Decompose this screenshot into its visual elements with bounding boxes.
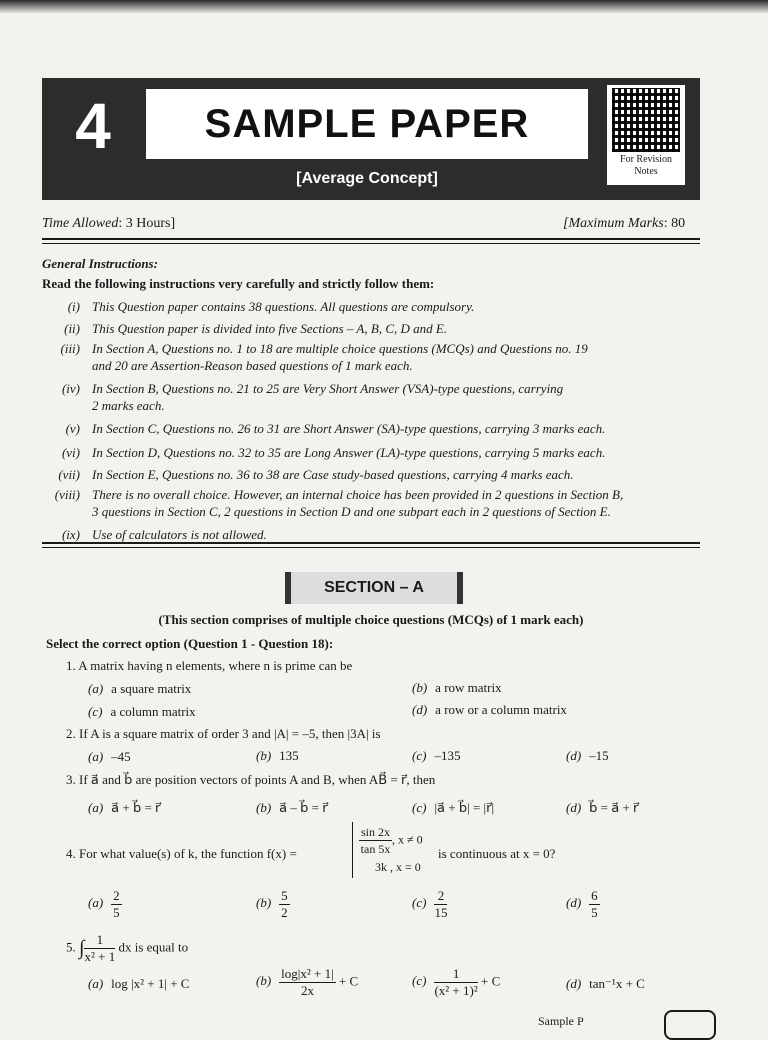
instruction-line: In Section E, Questions no. 36 to 38 are Case study-based questions, carrying 4 marks each. xyxy=(92,467,574,482)
piece-1 xyxy=(359,824,423,857)
instruction-text xyxy=(92,444,702,461)
paper-number: 4 xyxy=(75,90,111,162)
option-label: (d) xyxy=(566,976,582,991)
fraction xyxy=(434,888,447,921)
option-text: a row or a column matrix xyxy=(435,702,567,717)
instruction-number: (i) xyxy=(67,299,80,314)
question-number: 5. xyxy=(66,939,76,955)
question-text: For what value(s) of k, the function f(x) = xyxy=(79,846,297,861)
time-label: Time Allowed xyxy=(42,216,119,231)
option-1a[interactable] xyxy=(88,681,191,697)
option-5a[interactable] xyxy=(88,976,189,992)
option-2c[interactable] xyxy=(412,748,460,764)
denominator: tan 5x xyxy=(360,842,391,856)
option-label: (b) xyxy=(256,748,272,763)
option-text: log |x² + 1| + C xyxy=(111,976,190,991)
option-tail: + C xyxy=(480,973,501,989)
option-text: –45 xyxy=(111,749,131,764)
instruction-number: (iii) xyxy=(60,341,80,356)
option-label: (c) xyxy=(412,748,427,763)
qr-label xyxy=(606,154,686,178)
fraction xyxy=(279,966,336,999)
option-label: (a) xyxy=(88,681,104,696)
question-1 xyxy=(66,658,352,674)
option-3d[interactable] xyxy=(566,800,638,816)
instruction-line: In Section C, Questions no. 26 to 31 are Short Answer (SA)-type questions, carrying 3 marks each. xyxy=(92,421,606,436)
denominator: 5 xyxy=(591,905,598,920)
numerator: 2 xyxy=(113,888,120,903)
option-text: |a⃗ + b⃗| = |r⃗| xyxy=(434,800,495,815)
instruction-text xyxy=(92,420,702,437)
instructions-read-line: Read the following instructions very carefully and strictly follow them: xyxy=(42,276,435,291)
option-2a[interactable] xyxy=(88,749,131,765)
divider xyxy=(42,238,700,240)
fraction xyxy=(84,932,115,965)
option-label: (c) xyxy=(88,704,103,719)
option-label: (b) xyxy=(256,800,272,815)
instruction-line: In Section B, Questions no. 21 to 25 are Very Short Answer (VSA)-type questions, carrying xyxy=(92,381,564,396)
option-label: (b) xyxy=(256,895,272,911)
instruction-number: (ix) xyxy=(61,527,80,542)
option-label: (c) xyxy=(412,895,427,911)
option-3a[interactable] xyxy=(88,800,160,816)
piece-condition: , x ≠ 0 xyxy=(392,832,423,847)
option-text: a⃗ + b⃗ = r⃗ xyxy=(111,800,161,815)
instruction-line: This Question paper contains 38 questions. All questions are compulsory. xyxy=(92,299,475,314)
instruction-number: (iv) xyxy=(61,381,80,396)
divider xyxy=(42,542,700,544)
option-2d[interactable] xyxy=(566,748,609,764)
divider xyxy=(42,243,700,244)
denominator: 5 xyxy=(113,905,120,920)
option-label: (d) xyxy=(412,702,428,717)
numerator: log|x² + 1| xyxy=(281,966,334,981)
option-4b[interactable] xyxy=(256,888,290,921)
instruction-number: (v) xyxy=(65,421,80,436)
marks-label: [Maximum Marks xyxy=(563,216,664,231)
option-5d[interactable] xyxy=(566,976,645,992)
section-title: SECTION – A xyxy=(324,579,424,596)
option-text: –15 xyxy=(589,748,609,763)
option-text: a column matrix xyxy=(110,704,196,719)
divider xyxy=(42,547,700,548)
paper-subtitle: [Average Concept] xyxy=(296,170,438,187)
instruction-text xyxy=(92,380,702,414)
instructions-heading: General Instructions: xyxy=(42,256,158,271)
fraction xyxy=(589,888,600,921)
option-text: a square matrix xyxy=(111,681,192,696)
numerator: 6 xyxy=(591,888,598,903)
question-2 xyxy=(66,726,381,742)
option-1c[interactable] xyxy=(88,704,196,720)
fraction xyxy=(111,888,122,921)
time-value: : 3 Hours] xyxy=(118,216,176,231)
denominator: 15 xyxy=(434,905,448,920)
option-label: (a) xyxy=(88,895,104,911)
denominator: 2 xyxy=(281,905,288,920)
option-label: (a) xyxy=(88,976,104,991)
instruction-text xyxy=(92,526,702,543)
instruction-line: There is no overall choice. However, an internal choice has been provided in 2 questions in Section B, xyxy=(92,487,624,502)
option-text: a⃗ – b⃗ = r⃗ xyxy=(279,800,328,815)
instruction-line: Use of calculators is not allowed. xyxy=(92,527,267,542)
option-4d[interactable] xyxy=(566,888,600,921)
integral-sign: ∫ xyxy=(79,937,85,959)
question-number: 4. xyxy=(66,846,76,861)
qr-label-line-1: For Revision xyxy=(620,154,672,165)
instruction-text xyxy=(92,298,702,315)
instruction-line: In Section A, Questions no. 1 to 18 are multiple choice questions (MCQs) and Questions no. 19 xyxy=(92,341,588,356)
instruction-text xyxy=(92,486,702,520)
marks-value: : 80 xyxy=(663,216,686,231)
numerator: 1 xyxy=(84,932,115,949)
question-number: 3. xyxy=(66,772,76,787)
option-text: b⃗ = a⃗ + r⃗ xyxy=(589,800,639,815)
option-label: (a) xyxy=(88,800,104,815)
option-1d[interactable] xyxy=(412,702,567,718)
question-text: dx is equal to xyxy=(118,939,189,955)
option-text: a row matrix xyxy=(435,680,502,695)
numerator: 2 xyxy=(434,888,447,905)
question-4-tail: is continuous at x = 0? xyxy=(438,846,556,861)
instruction-line: This Question paper is divided into five Sections – A, B, C, D and E. xyxy=(92,321,448,336)
section-select-line: Select the correct option (Question 1 - Question 18): xyxy=(46,636,334,651)
qr-label-line-2: Notes xyxy=(634,166,658,177)
instruction-line: 3 questions in Section C, 2 questions in Section D and one subpart each in 2 questions of Section E. xyxy=(92,504,611,519)
option-1b[interactable] xyxy=(412,680,502,696)
footer-text: Sample P xyxy=(538,1014,584,1028)
piecewise-brace xyxy=(352,822,433,878)
option-label: (d) xyxy=(566,748,582,763)
denominator: x² + 1 xyxy=(84,949,116,964)
option-label: (b) xyxy=(412,680,428,695)
option-5c[interactable] xyxy=(412,966,500,999)
time-allowed xyxy=(42,216,175,232)
fraction xyxy=(434,966,477,999)
instruction-line: In Section D, Questions no. 32 to 35 are Long Answer (LA)-type questions, carrying 5 marks each. xyxy=(92,445,606,460)
question-number: 1. xyxy=(66,658,76,673)
question-text: A matrix having n elements, where n is prime can be xyxy=(78,658,353,673)
instruction-line: and 20 are Assertion-Reason based questions of 1 mark each. xyxy=(92,358,413,373)
fraction xyxy=(279,888,290,921)
option-4a[interactable] xyxy=(88,888,122,921)
option-3c[interactable] xyxy=(412,800,494,816)
instruction-number: (vii) xyxy=(58,467,80,482)
option-label: (a) xyxy=(88,749,104,764)
paper-title: SAMPLE PAPER xyxy=(204,102,530,146)
option-label: (d) xyxy=(566,800,582,815)
instruction-number: (vi) xyxy=(61,445,80,460)
instruction-text xyxy=(92,340,702,374)
numerator: 5 xyxy=(281,888,288,903)
question-number: 2. xyxy=(66,726,76,741)
page-number-badge xyxy=(664,1010,716,1040)
instruction-text xyxy=(92,466,702,483)
option-text: tan⁻¹x + C xyxy=(589,976,645,991)
fraction xyxy=(359,824,392,857)
section-description: (This section comprises of multiple choice questions (MCQs) of 1 mark each) xyxy=(158,612,584,627)
question-text: If A is a square matrix of order 3 and |A| = –5, then |3A| is xyxy=(79,726,381,741)
question-3 xyxy=(66,772,435,788)
instruction-line: 2 marks each. xyxy=(92,398,165,413)
option-text: 135 xyxy=(279,748,299,763)
instruction-text xyxy=(92,320,702,337)
question-5 xyxy=(66,932,188,965)
option-2b[interactable] xyxy=(256,748,299,764)
option-text: –135 xyxy=(434,748,461,763)
option-label: (d) xyxy=(566,895,582,911)
qr-code-icon[interactable] xyxy=(612,88,680,152)
option-5b[interactable] xyxy=(256,966,358,999)
denominator: (x² + 1)² xyxy=(434,983,478,998)
option-label: (c) xyxy=(412,800,427,815)
instruction-number: (viii) xyxy=(54,487,80,502)
numerator: 1 xyxy=(434,966,477,983)
piece-2: 3k , x = 0 xyxy=(375,860,421,874)
option-4c[interactable] xyxy=(412,888,447,921)
page-edge-shadow xyxy=(0,0,768,14)
denominator: 2x xyxy=(300,983,314,998)
question-text: If a⃗ and b⃗ are position vectors of points A and B, when AB⃗ = r⃗, then xyxy=(79,772,436,787)
instruction-number: (ii) xyxy=(64,321,80,336)
option-3b[interactable] xyxy=(256,800,328,816)
option-tail: + C xyxy=(338,973,359,989)
option-label: (b) xyxy=(256,973,272,989)
option-label: (c) xyxy=(412,973,427,989)
numerator: sin 2x xyxy=(361,825,391,839)
maximum-marks xyxy=(563,216,685,232)
question-4 xyxy=(66,846,297,862)
